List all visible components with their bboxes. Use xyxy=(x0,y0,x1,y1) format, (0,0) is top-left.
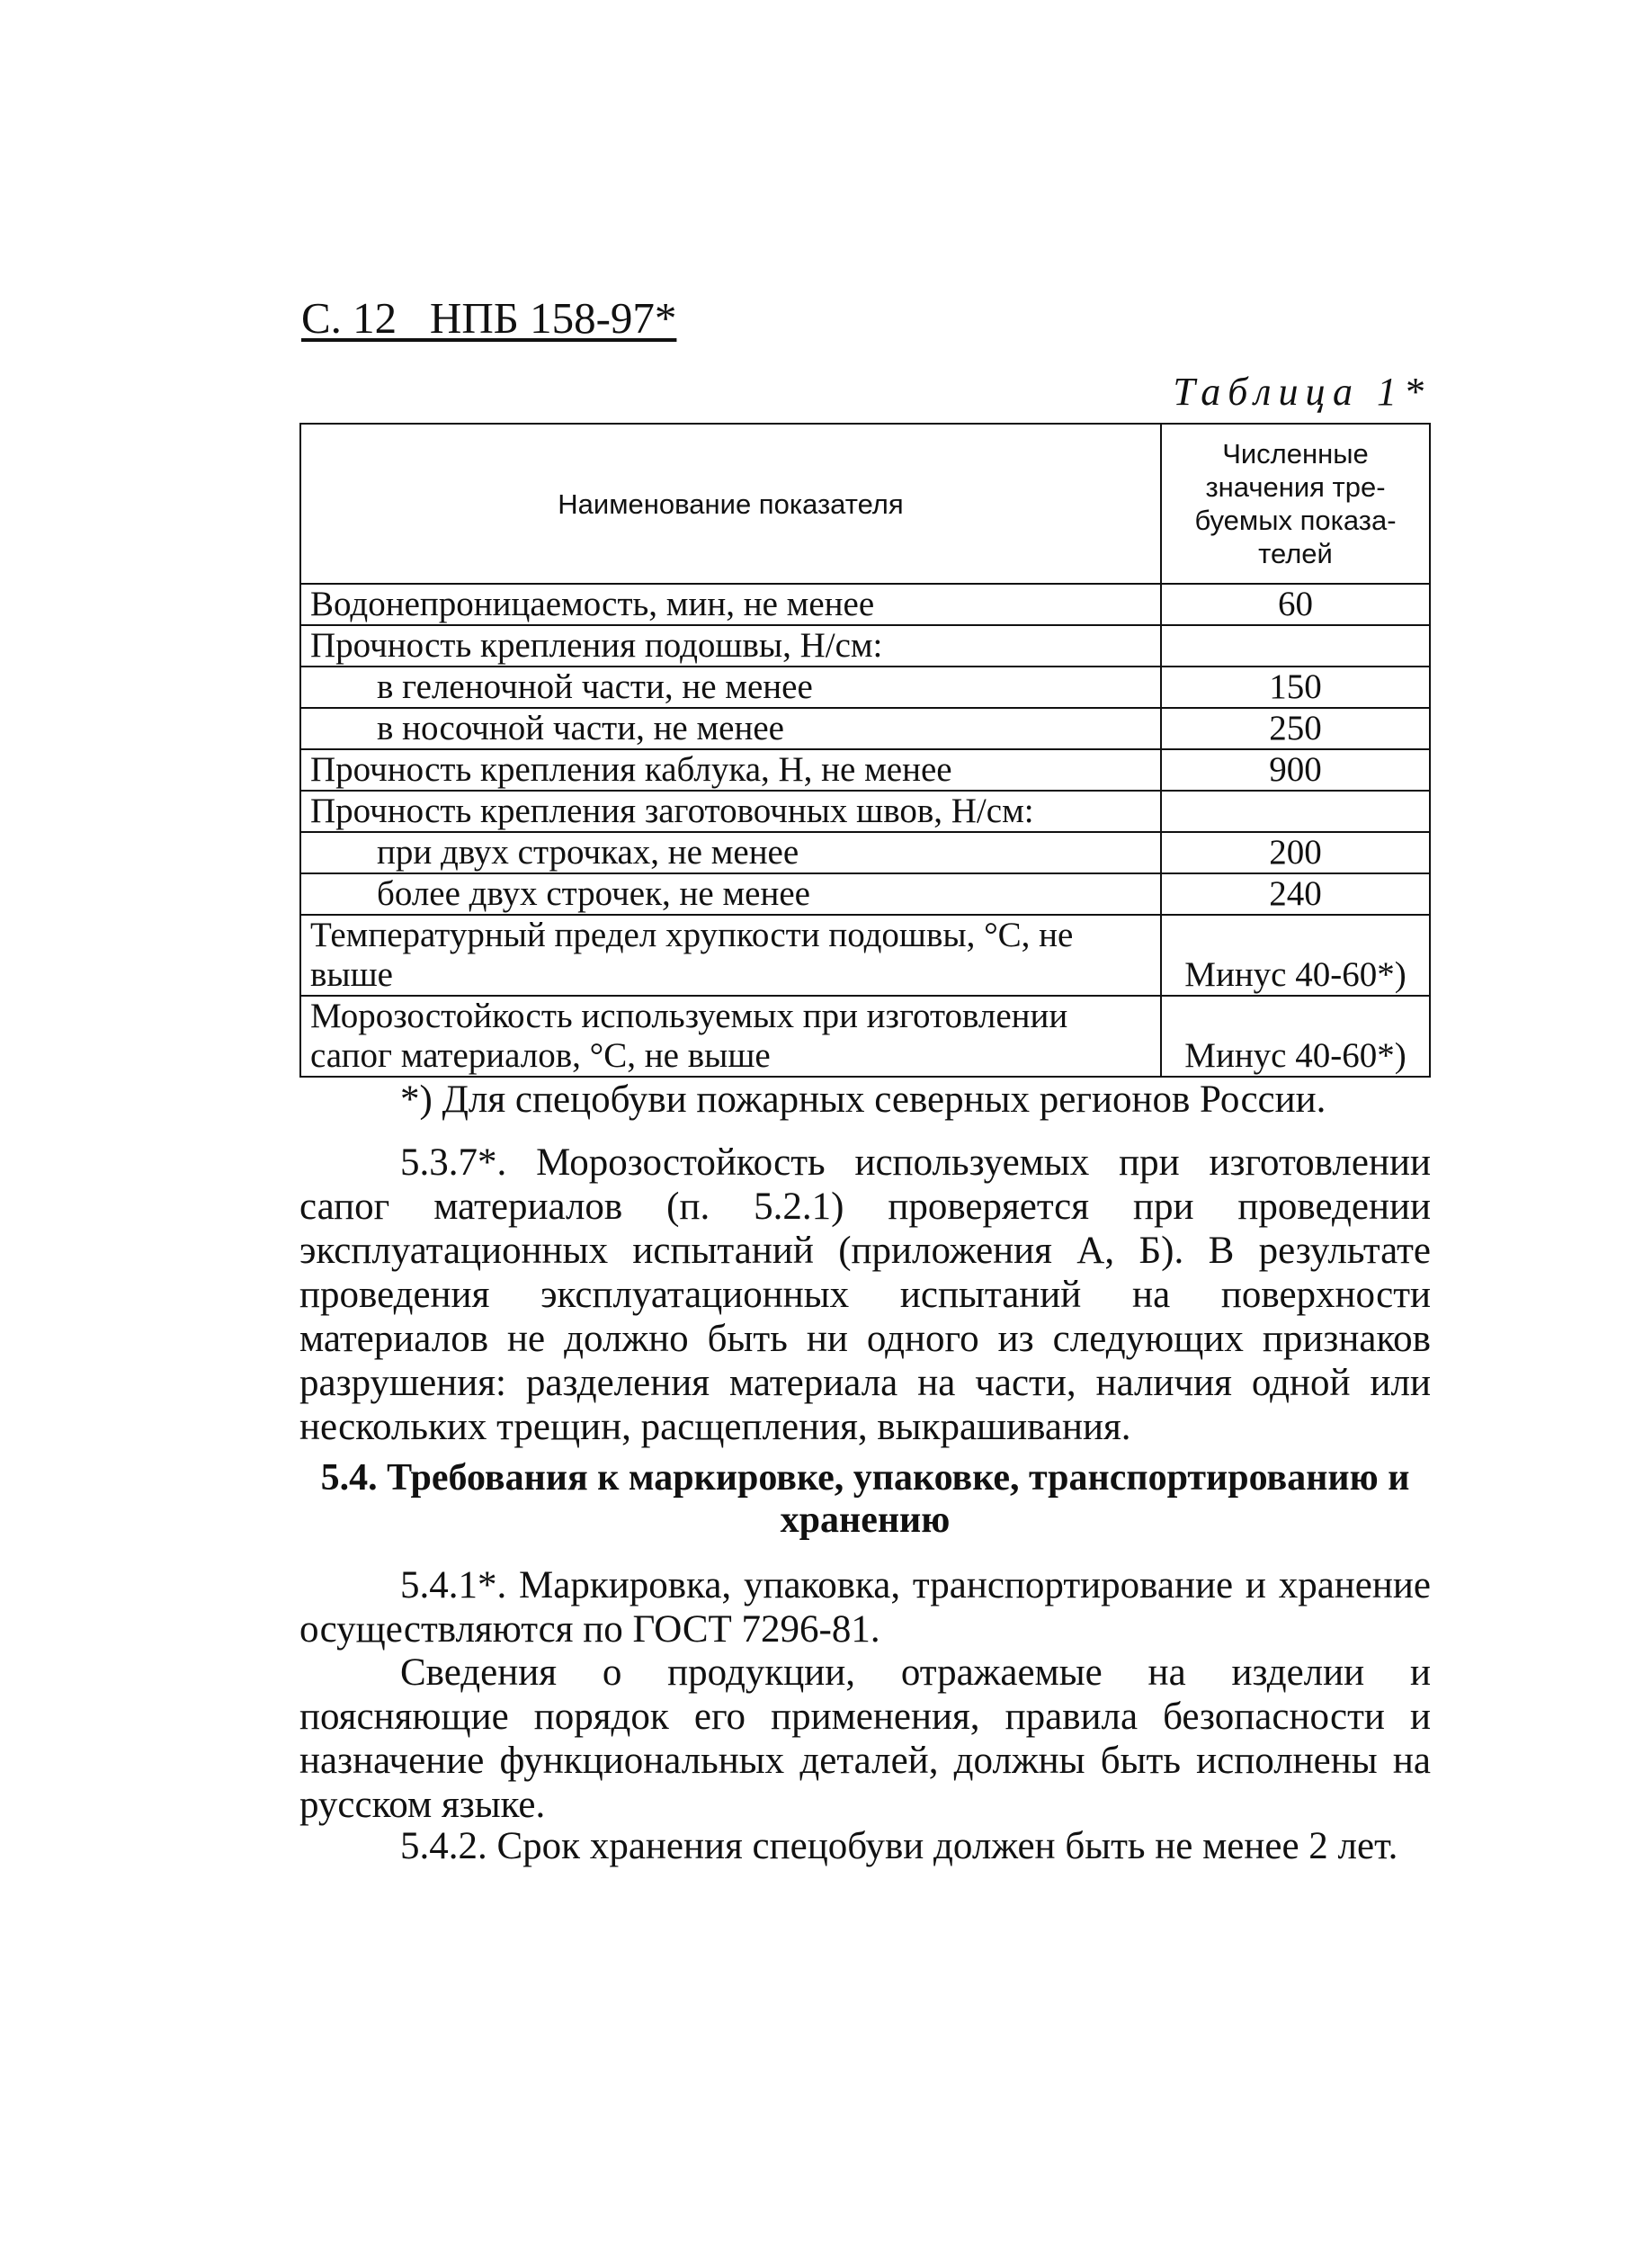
table-row xyxy=(300,832,1430,873)
row-name: при двух строчках, не менее xyxy=(300,832,1161,873)
row-value: 200 xyxy=(1161,832,1430,873)
paragraph-5-4-1-b-text: Сведения о продукции, отражаемые на изделии и поясняющие порядок его применения, правила безопасности и назначение функциональных деталей, должны быть исполнены на русском языке. xyxy=(299,1651,1431,1826)
table-header-row xyxy=(300,424,1430,584)
row-value xyxy=(1161,625,1430,667)
row-value xyxy=(1161,791,1430,832)
column-header-name: Наименование показателя xyxy=(300,424,1161,584)
row-name: Водонепроницаемость, мин, не менее xyxy=(300,584,1161,625)
paragraph-5-4-2 xyxy=(299,1824,1431,1868)
table-row xyxy=(300,749,1430,791)
paragraph-5-4-1-text: 5.4.1*. Маркировка, упаковка, транспортирование и хранение осуществляются по ГОСТ 7296-81. xyxy=(299,1564,1431,1651)
row-name: Прочность крепления каблука, Н, не менее xyxy=(300,749,1161,791)
section-title-5-4: 5.4. Требования к маркировке, упаковке, транспортированию и хранению xyxy=(320,1457,1410,1541)
row-name: Морозостойкость используемых при изготовлении сапог материалов, °С, не выше xyxy=(300,996,1161,1077)
row-value: 250 xyxy=(1161,708,1430,749)
row-value: Минус 40-60*) xyxy=(1161,996,1430,1077)
paragraph-5-4-1 xyxy=(299,1563,1431,1651)
row-name: Прочность крепления подошвы, Н/см: xyxy=(300,625,1161,667)
row-value: 150 xyxy=(1161,667,1430,708)
table-row xyxy=(300,625,1430,667)
table-caption: Таблица 1* xyxy=(1173,370,1431,414)
table-row xyxy=(300,873,1430,915)
paragraph-5-3-7-text: 5.3.7*. Морозостойкость используемых при изготовлении сапог материалов (п. 5.2.1) проверяется при проведении эксплуатационных испытаний (приложения А, Б). В результате проведения эксплуатационных испытаний на поверхности материалов не должно быть ни одного из следующих признаков разрушения: разделения материала на части, наличия одной или нескольких трещин, расщепления, выкрашивания. xyxy=(299,1141,1431,1448)
table-row xyxy=(300,996,1430,1077)
table-row xyxy=(300,584,1430,625)
row-name: в геленочной части, не менее xyxy=(300,667,1161,708)
table-row xyxy=(300,791,1430,832)
page-header: С. 12 НПБ 158-97* xyxy=(301,293,677,343)
table-row xyxy=(300,708,1430,749)
row-name: в носочной части, не менее xyxy=(300,708,1161,749)
row-value: 240 xyxy=(1161,873,1430,915)
table-row xyxy=(300,667,1430,708)
table-row xyxy=(300,915,1430,996)
column-header-value: Численные значения тре-буемых показа-телей xyxy=(1161,424,1430,584)
row-name: Температурный предел хрупкости подошвы, °С, не выше xyxy=(300,915,1161,996)
table-footnote: *) Для спецобуви пожарных северных регионов России. xyxy=(400,1078,1326,1121)
row-name: Прочность крепления заготовочных швов, Н/см: xyxy=(300,791,1161,832)
paragraph-5-3-7 xyxy=(299,1141,1431,1449)
row-value: 60 xyxy=(1161,584,1430,625)
row-value: 900 xyxy=(1161,749,1430,791)
row-name: более двух строчек, не менее xyxy=(300,873,1161,915)
row-value: Минус 40-60*) xyxy=(1161,915,1430,996)
paragraph-5-4-2-text: 5.4.2. Срок хранения спецобуви должен быть не менее 2 лет. xyxy=(400,1825,1398,1867)
spec-table xyxy=(299,423,1431,1078)
paragraph-5-4-1-b xyxy=(299,1651,1431,1827)
